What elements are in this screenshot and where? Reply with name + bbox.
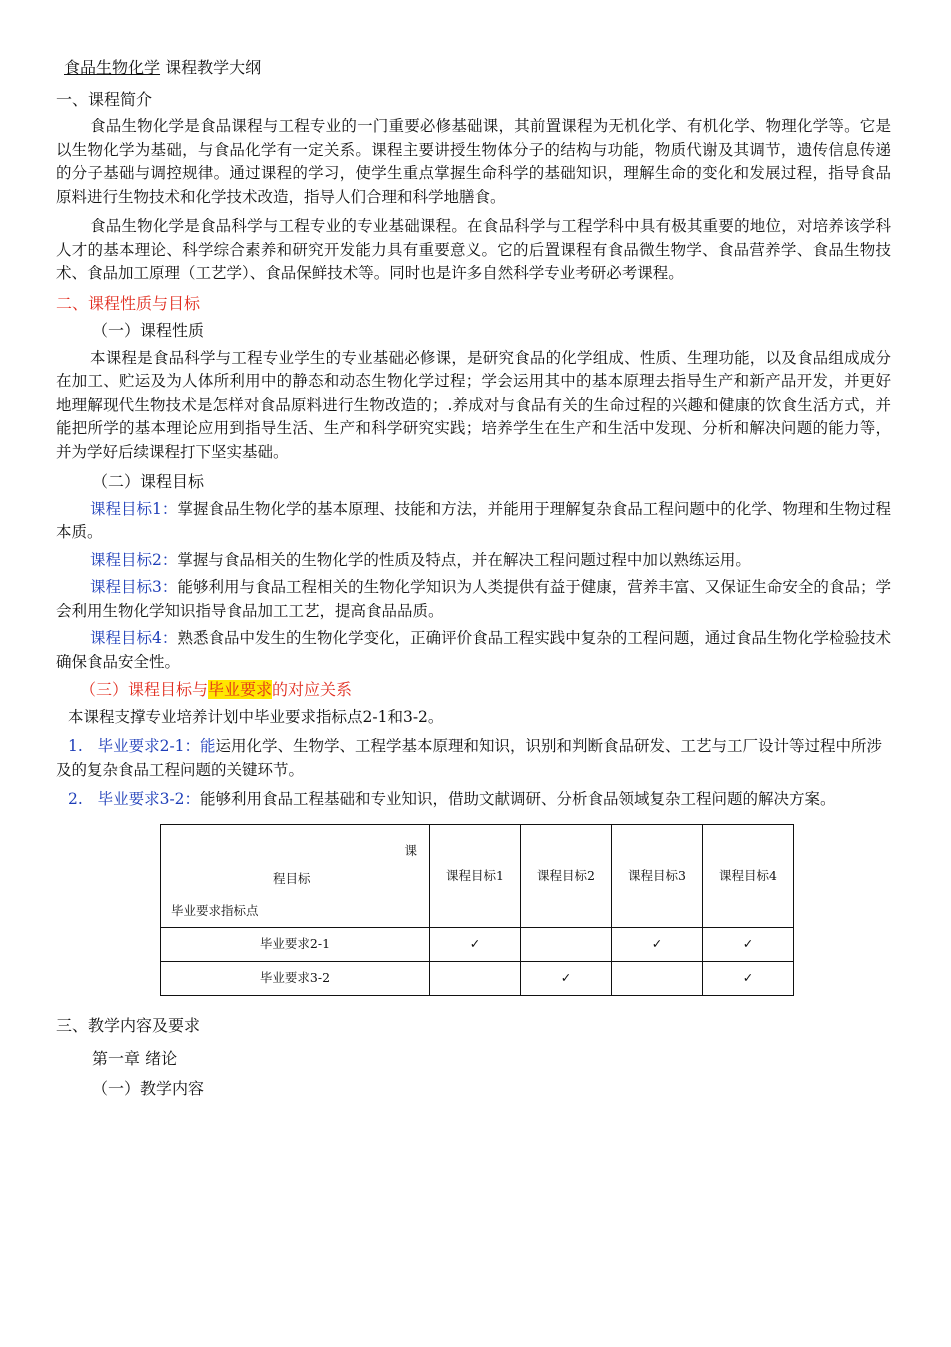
section3-heading: 三、教学内容及要求 bbox=[56, 1015, 201, 1035]
goal-label: 课程目标3： bbox=[90, 578, 178, 596]
support-statement: 本课程支撑专业培养计划中毕业要求指标点2-1和3-2。 bbox=[68, 707, 444, 726]
check-cell: ✓ bbox=[703, 927, 794, 961]
requirement-text: 运用化学、生物学、工程学基本原理和知识，识别和判断食品研发、工艺与工厂设计等过程中所涉及的复杂食品工程问题的关键环节。 bbox=[56, 737, 883, 779]
goal-text: 能够利用与食品工程相关的生物化学知识为人类提供有益于健康，营养丰富、又保证生命安全的食品；学会利用生物化学知识指导食品加工工艺，提高食品品质。 bbox=[56, 578, 891, 620]
column-header: 课程目标4 bbox=[703, 824, 794, 927]
column-header: 课程目标3 bbox=[612, 824, 703, 927]
nature-heading: （一）课程性质 bbox=[92, 321, 205, 340]
column-header: 课程目标2 bbox=[521, 824, 612, 927]
table-row bbox=[161, 961, 794, 995]
chapter-subheading: （一）教学内容 bbox=[92, 1078, 205, 1098]
section2-heading: 二、课程性质与目标 bbox=[56, 293, 201, 313]
chapter-heading: 第一章 绪论 bbox=[92, 1049, 178, 1068]
check-cell bbox=[430, 961, 521, 995]
corner-mid-text: 程目标 bbox=[273, 870, 311, 886]
mapping-heading-post: 的对应关系 bbox=[272, 680, 353, 699]
corner-top-text: 课 bbox=[404, 842, 417, 858]
corner-bottom-text: 毕业要求指标点 bbox=[171, 902, 259, 918]
requirement-label: 毕业要求2-1：能 bbox=[97, 737, 216, 755]
table-header-row bbox=[161, 824, 794, 927]
goal-text: 掌握与食品相关的生物化学的性质及特点，并在解决工程问题过程中加以熟练运用。 bbox=[177, 550, 751, 569]
highlighted-text: 毕业要求 bbox=[208, 680, 273, 699]
table-row bbox=[161, 927, 794, 961]
goal-text: 熟悉食品中发生的生物化学变化，正确评价食品工程实践中复杂的工程问题，通过食品生物化学检验技术确保食品安全性。 bbox=[56, 629, 891, 671]
requirement-number: 1. bbox=[68, 737, 83, 755]
check-cell: ✓ bbox=[430, 927, 521, 961]
check-cell: ✓ bbox=[612, 927, 703, 961]
goal-label: 课程目标1： bbox=[90, 499, 178, 518]
goal-item bbox=[56, 627, 891, 674]
requirement-item bbox=[56, 735, 891, 782]
mapping-heading-pre: （三）课程目标与 bbox=[80, 680, 209, 699]
intro-paragraph-2: 食品生物化学是食品科学与工程专业的专业基础课程。在食品科学与工程学科中具有极其重要的地位，对培养该学科人才的基本理论、科学综合素养和研究开发能力具有重要意义。它的后置课程有食品微生物学、食品营养学、食品生物技术、食品加工原理（工艺学）、食品保鲜技术等。同时也是许多自然科学专业考研必考课程。 bbox=[56, 217, 891, 282]
goal-requirement-table bbox=[160, 824, 794, 996]
goal-item bbox=[56, 498, 891, 545]
row-label: 毕业要求2-1 bbox=[161, 927, 430, 961]
goal-item bbox=[56, 576, 891, 623]
check-cell bbox=[612, 961, 703, 995]
row-label: 毕业要求3-2 bbox=[161, 961, 430, 995]
table-corner-cell bbox=[161, 824, 430, 927]
requirement-number: 2. bbox=[68, 790, 83, 808]
check-cell: ✓ bbox=[521, 961, 612, 995]
course-name: 食品生物化学 bbox=[64, 58, 161, 77]
goal-label: 课程目标4： bbox=[90, 629, 178, 647]
nature-paragraph: 本课程是食品科学与工程专业学生的专业基础必修课，是研究食品的化学组成、性质、生理功能，以及食品组成成分在加工、贮运及为人体所利用中的静态和动态生物化学过程；学会运用其中的基本原理去指导生产和新产品开发，并更好地理解现代生物技术是怎样对食品原料进行生物改造的；.养成对与食品有关的生命过程的兴趣和健康的饮食生活方式，并能把所学的基本理论应用到指导生活、生产和科学研究实践；培养学生在生产和生活中发现、分析和解决问题的能力等，并为学好后续课程打下坚实基础。 bbox=[56, 348, 891, 461]
goals-heading: （二）课程目标 bbox=[92, 472, 205, 491]
goal-label: 课程目标2： bbox=[90, 550, 178, 569]
requirement-item bbox=[56, 788, 891, 812]
requirement-text: 能够利用食品工程基础和专业知识，借助文献调研、分析食品领域复杂工程问题的解决方案。 bbox=[200, 790, 836, 808]
mapping-heading bbox=[80, 678, 891, 702]
goal-text: 掌握食品生物化学的基本原理、技能和方法，并能用于理解复杂食品工程问题中的化学、物理和生物过程本质。 bbox=[56, 499, 891, 541]
document-title bbox=[64, 56, 891, 80]
title-rest: 课程教学大纲 bbox=[160, 58, 262, 77]
intro-paragraph-1: 食品生物化学是食品课程与工程专业的一门重要必修基础课，其前置课程为无机化学、有机化学、物理化学等。它是以生物化学为基础，与食品化学有一定关系。课程主要讲授生物体分子的结构与功能，物质代谢及其调节，遗传信息传递的分子基础与调控规律。通过课程的学习，使学生重点掌握生命科学的基础知识，理解生命的变化和发展过程，指导食品原料进行生物技术和化学技术改造，指导人们合理和科学地膳食。 bbox=[56, 117, 891, 206]
section1-heading: 一、课程简介 bbox=[56, 89, 153, 109]
check-cell bbox=[521, 927, 612, 961]
goal-item bbox=[56, 549, 891, 573]
column-header: 课程目标1 bbox=[430, 824, 521, 927]
requirement-label: 毕业要求3-2： bbox=[97, 790, 201, 808]
check-cell: ✓ bbox=[703, 961, 794, 995]
